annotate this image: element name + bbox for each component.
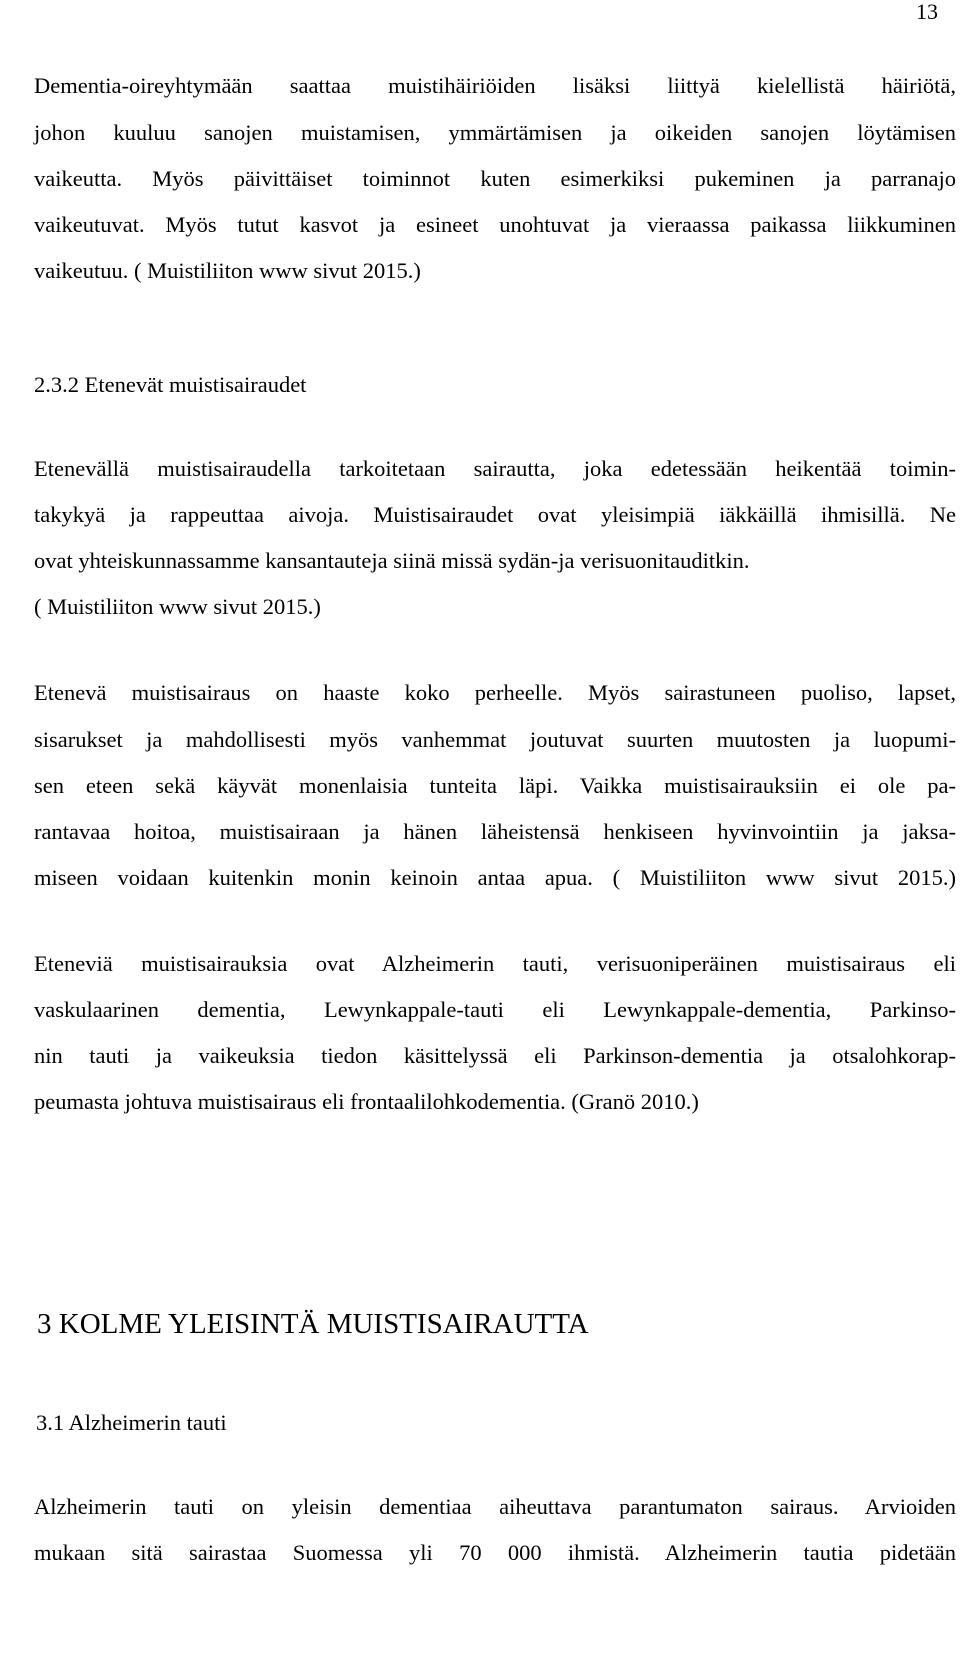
text-line: nin tauti ja vaikeuksia tiedon käsittelyssä eli Parkinson-dementia ja otsalohkorap- xyxy=(34,1043,956,1068)
section-heading: 3.1 Alzheimerin tauti xyxy=(36,1410,227,1435)
text-line: Eteneviä muistisairauksia ovat Alzheimerin tauti, verisuoniperäinen muistisairaus eli xyxy=(34,951,956,976)
text-line: Dementia-oireyhtymään saattaa muistihäiriöiden lisäksi liittyä kielellistä häiriötä, xyxy=(34,73,956,98)
text-line: peumasta johtuva muistisairaus eli frontaalilohkodementia. (Granö 2010.) xyxy=(34,1089,699,1114)
text-line: mukaan sitä sairastaa Suomessa yli 70 000 ihmistä. Alzheimerin tautia pidetään xyxy=(34,1540,956,1565)
text-line: sen eteen sekä käyvät monenlaisia tunteita läpi. Vaikka muistisairauksiin ei ole pa- xyxy=(34,773,956,798)
text-line: Etenevä muistisairaus on haaste koko perheelle. Myös sairastuneen puoliso, lapset, xyxy=(34,680,956,705)
text-line: rantavaa hoitoa, muistisairaan ja hänen läheistensä henkiseen hyvinvointiin ja jaksa- xyxy=(34,819,956,844)
text-line: Alzheimerin tauti on yleisin dementiaa aiheuttava parantumaton sairaus. Arvioiden xyxy=(34,1494,956,1519)
text-line: vaikeutuu. ( Muistiliiton www sivut 2015.) xyxy=(34,258,421,283)
text-line: johon kuuluu sanojen muistamisen, ymmärtämisen ja oikeiden sanojen löytämisen xyxy=(34,120,956,145)
chapter-heading: 3 KOLME YLEISINTÄ MUISTISAIRAUTTA xyxy=(37,1308,589,1340)
text-line: ovat yhteiskunnassamme kansantauteja siinä missä sydän-ja verisuonitauditkin. xyxy=(34,548,750,573)
page-number: 13 xyxy=(916,0,938,24)
text-line: takykyä ja rappeuttaa aivoja. Muistisairaudet ovat yleisimpiä iäkkäillä ihmisillä. Ne xyxy=(34,502,956,527)
text-line: ( Muistiliiton www sivut 2015.) xyxy=(34,594,321,619)
section-heading: 2.3.2 Etenevät muistisairaudet xyxy=(34,372,307,397)
text-line: vaikeutta. Myös päivittäiset toiminnot kuten esimerkiksi pukeminen ja parranajo xyxy=(34,166,956,191)
text-line: Etenevällä muistisairaudella tarkoitetaan sairautta, joka edetessään heikentää toimin- xyxy=(34,456,956,481)
text-line: miseen voidaan kuitenkin monin keinoin antaa apua. ( Muistiliiton www sivut 2015.) xyxy=(34,865,956,890)
text-line: vaskulaarinen dementia, Lewynkappale-tauti eli Lewynkappale-dementia, Parkinso- xyxy=(34,997,956,1022)
text-line: sisarukset ja mahdollisesti myös vanhemmat joutuvat suurten muutosten ja luopumi- xyxy=(34,727,956,752)
text-line: vaikeutuvat. Myös tutut kasvot ja esineet unohtuvat ja vieraassa paikassa liikkuminen xyxy=(34,212,956,237)
